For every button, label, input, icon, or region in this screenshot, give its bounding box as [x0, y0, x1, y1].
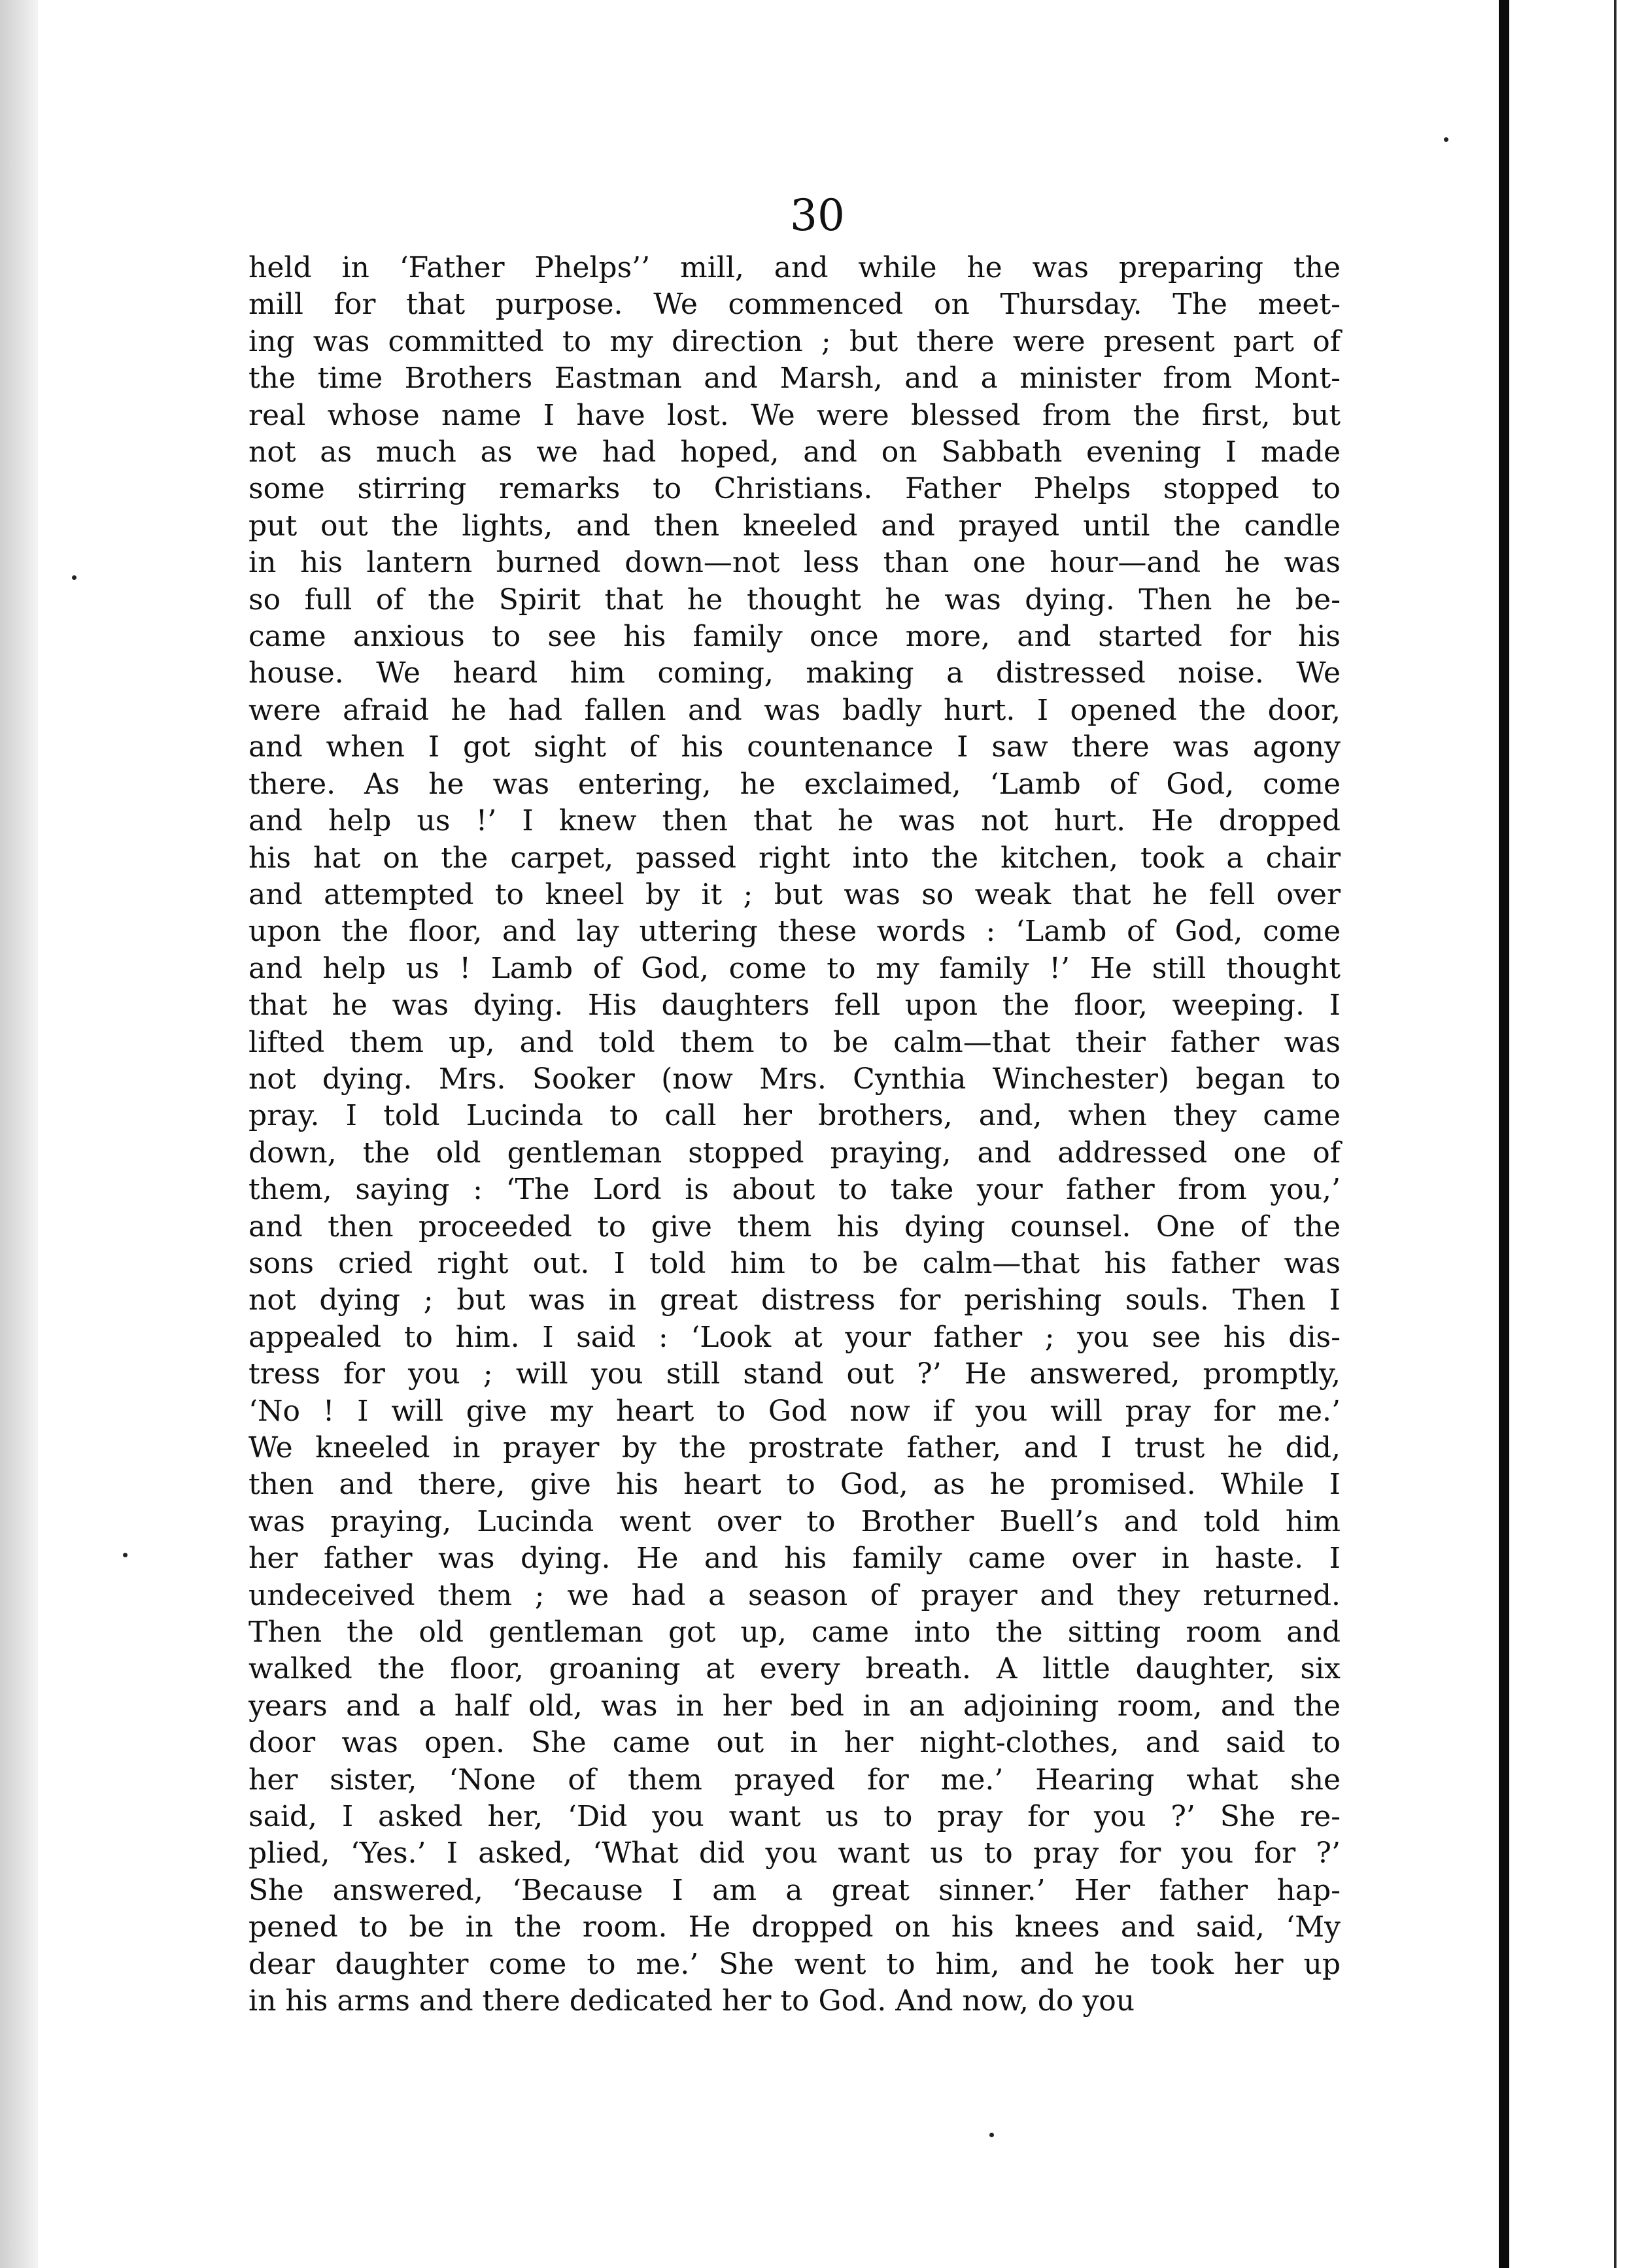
- text-line: house. We heard him coming, making a distressed noise. We: [248, 656, 1341, 690]
- text-line: his hat on the carpet, passed right into the kitchen, took a chair: [248, 841, 1341, 875]
- text-line: dear daughter come to me.’ She went to him, and he took her up: [248, 1947, 1341, 1981]
- text-line: door was open. She came out in her night-clothes, and said to: [248, 1726, 1341, 1760]
- scan-speck: [989, 2133, 994, 2137]
- text-line: and help us ! Lamb of God, come to my family !’ He still thought: [248, 951, 1341, 985]
- scan-speck: [123, 1553, 128, 1557]
- right-page-margin: [1509, 0, 1642, 2268]
- text-line: appealed to him. I said : ‘Look at your father ; you see his dis-: [248, 1320, 1341, 1354]
- text-line: not as much as we had hoped, and on Sabbath evening I made: [248, 435, 1341, 469]
- text-line: upon the floor, and lay uttering these words : ‘Lamb of God, come: [248, 915, 1341, 949]
- text-line: there. As he was entering, he exclaimed, ‘Lamb of God, come: [248, 767, 1341, 801]
- text-line: in his lantern burned down—not less than one hour—and he was: [248, 546, 1341, 580]
- text-line: years and a half old, was in her bed in an adjoining room, and the: [248, 1689, 1341, 1723]
- text-line: not dying. Mrs. Sooker (now Mrs. Cynthia Winchester) began to: [248, 1062, 1341, 1096]
- text-line: some stirring remarks to Christians. Father Phelps stopped to: [248, 472, 1341, 506]
- text-line: her sister, ‘None of them prayed for me.’ Hearing what she: [248, 1763, 1341, 1797]
- text-line: said, I asked her, ‘Did you want us to pray for you ?’ She re-: [248, 1800, 1341, 1834]
- text-line: ing was committed to my direction ; but there were present part of: [248, 324, 1341, 358]
- text-line: and attempted to kneel by it ; but was so weak that he fell over: [248, 877, 1341, 911]
- page-number: 30: [790, 190, 845, 241]
- text-line: We kneeled in prayer by the prostrate father, and I trust he did,: [248, 1431, 1341, 1464]
- text-line: She answered, ‘Because I am a great sinner.’ Her father hap-: [248, 1873, 1341, 1907]
- book-spine-line: [1499, 0, 1509, 2268]
- text-line: and when I got sight of his countenance I saw there was agony: [248, 730, 1341, 764]
- left-page-gutter: [0, 0, 38, 2268]
- text-line: were afraid he had fallen and was badly hurt. I opened the door,: [248, 693, 1341, 727]
- scan-speck: [72, 575, 77, 580]
- text-line: held in ‘Father Phelps’’ mill, and while he was preparing the: [248, 251, 1341, 284]
- scan-speck: [1444, 137, 1448, 142]
- text-line: them, saying : ‘The Lord is about to take your father from you,’: [248, 1173, 1341, 1207]
- text-line: put out the lights, and then kneeled and prayed until the candle: [248, 509, 1341, 543]
- text-line: came anxious to see his family once more, and started for his: [248, 620, 1341, 654]
- text-line: down, the old gentleman stopped praying, and addressed one of: [248, 1136, 1341, 1170]
- text-line: lifted them up, and told them to be calm—that their father was: [248, 1025, 1341, 1059]
- text-line: in his arms and there dedicated her to God. And now, do you: [248, 1984, 1135, 2018]
- text-line: mill for that purpose. We commenced on Thursday. The meet-: [248, 288, 1341, 322]
- text-line: pened to be in the room. He dropped on his knees and said, ‘My: [248, 1910, 1341, 1944]
- text-line: so full of the Spirit that he thought he was dying. Then he be-: [248, 583, 1341, 617]
- text-line: and help us !’ I knew then that he was not hurt. He dropped: [248, 804, 1341, 838]
- text-line: was praying, Lucinda went over to Brother Buell’s and told him: [248, 1504, 1341, 1538]
- text-line: Then the old gentleman got up, came into the sitting room and: [248, 1616, 1341, 1650]
- text-line: sons cried right out. I told him to be calm—that his father was: [248, 1246, 1341, 1280]
- text-line: and then proceeded to give them his dying counsel. One of the: [248, 1210, 1341, 1244]
- right-edge-line: [1614, 0, 1616, 2268]
- text-line: not dying ; but was in great distress for perishing souls. Then I: [248, 1283, 1341, 1317]
- text-line: then and there, give his heart to God, as he promised. While I: [248, 1468, 1341, 1502]
- text-line: that he was dying. His daughters fell upon the floor, weeping. I: [248, 989, 1341, 1023]
- text-line: plied, ‘Yes.’ I asked, ‘What did you want us to pray for you for ?’: [248, 1836, 1341, 1870]
- body-text: [248, 250, 1341, 2020]
- text-line: ‘No ! I will give my heart to God now if you will pray for me.’: [248, 1394, 1341, 1428]
- text-line: the time Brothers Eastman and Marsh, and a minister from Mont-: [248, 362, 1341, 396]
- text-line: tress for you ; will you still stand out ?’ He answered, promptly,: [248, 1357, 1341, 1391]
- text-line: pray. I told Lucinda to call her brothers, and, when they came: [248, 1099, 1341, 1133]
- text-line: her father was dying. He and his family came over in haste. I: [248, 1542, 1341, 1576]
- text-line: walked the floor, groaning at every breath. A little daughter, six: [248, 1652, 1341, 1686]
- text-line: undeceived them ; we had a season of prayer and they returned.: [248, 1578, 1341, 1612]
- text-line: real whose name I have lost. We were blessed from the first, but: [248, 398, 1341, 432]
